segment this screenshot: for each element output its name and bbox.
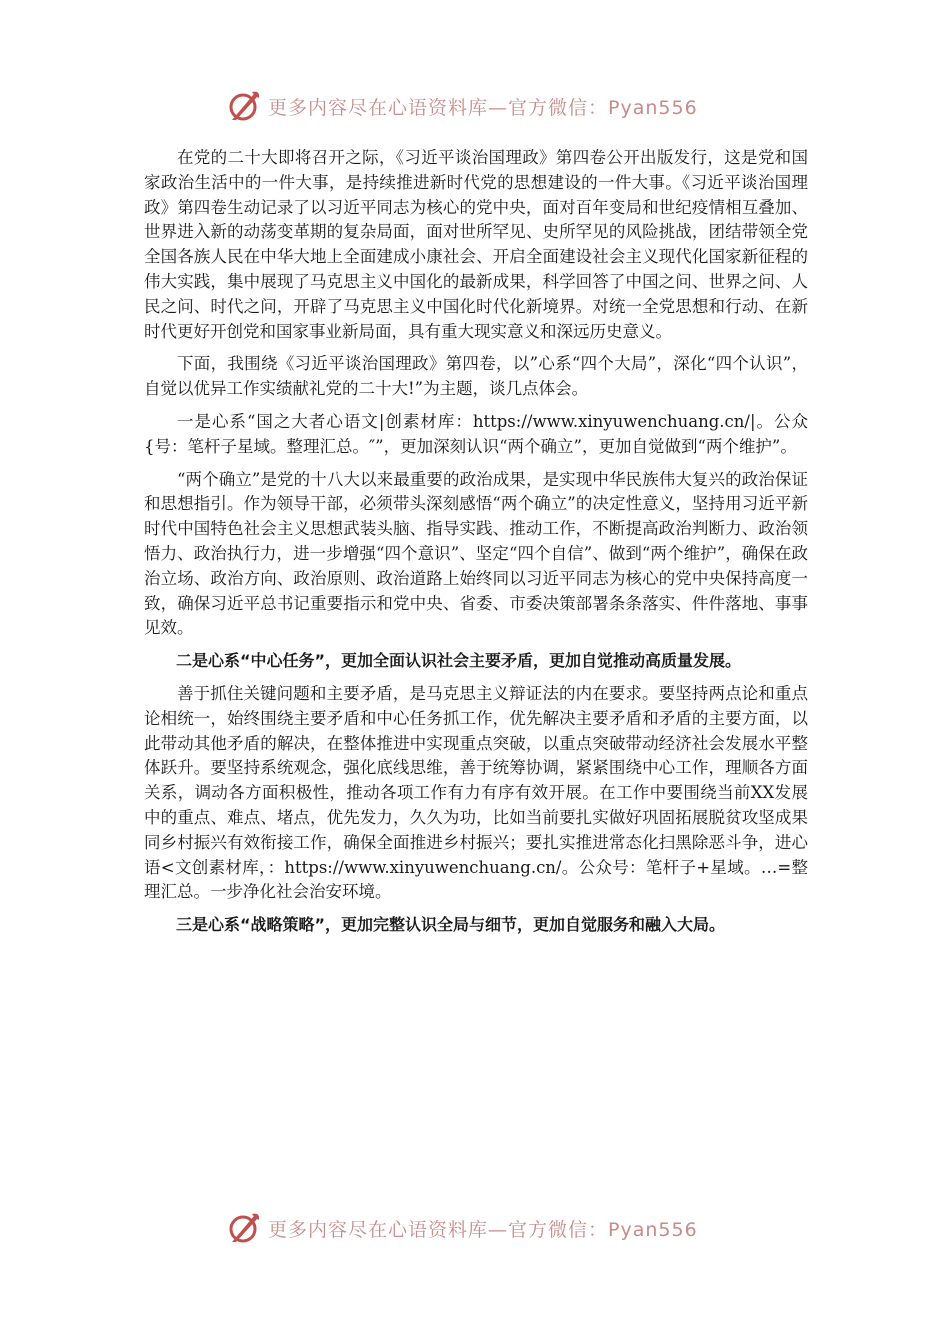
- quill-logo-icon: [226, 1210, 262, 1246]
- banner-text: 更多内容尽在心语资料库—官方微信：: [268, 96, 609, 119]
- banner-wechat-id: Pyan556: [608, 1218, 698, 1241]
- document-body: [144, 146, 808, 946]
- header-banner: [226, 86, 726, 126]
- paragraph-point-one-heading: 一是心系“国之大者心语文|创素材库：https://www.xinyuwenchuang.cn/|。公众{号：笔杆子星域。整理汇总。″”，更加深刻认识“两个确立”，更加自觉做到“两个维护”。: [144, 411, 808, 456]
- paragraph-point-two-heading: 二是心系“中心任务”，更加全面认识社会主要矛盾，更加自觉推动高质量发展。: [176, 651, 742, 671]
- paragraph-point-three-heading: 三是心系“战略策略”，更加完整认识全局与细节，更加自觉服务和融入大局。: [176, 915, 726, 935]
- paragraph-point-one-body: “两个确立”是党的十八大以来最重要的政治成果，是实现中华民族伟大复兴的政治保证和思想指引。作为领导干部，必须带头深刻感悟“两个确立”的决定性意义，坚持用习近平新时代中国特色社会主义思想武装头脑、指导实践、推动工作，不断提高政治判断力、政治领悟力、政治执行力，进一步增强“四个意识”、坚定“四个自信”、做到“两个维护”，确保在政治立场、政治方向、政治原则、政治道路上始终同以习近平同志为核心的党中央保持高度一致，确保习近平总书记重要指示和党中央、省委、市委决策部署条条落实、件件落地、事事见效。: [144, 469, 808, 638]
- paragraph-theme: 下面，我围绕《习近平谈治国理政》第四卷，以”心系“四个大局”，深化“四个认识”，自觉以优异工作实绩献礼党的二十大!”为主题，谈几点体会。: [144, 354, 808, 399]
- banner-text: 更多内容尽在心语资料库—官方微信：: [268, 1218, 609, 1241]
- paragraph-intro: 在党的二十大即将召开之际，《习近平谈治国理政》第四卷公开出版发行，这是党和国家政治生活中的一件大事，是持续推进新时代党的思想建设的一件大事。《习近平谈治国理政》第四卷生动记录了以习近平同志为核心的党中央，面对百年变局和世纪疫情相互叠加、世界进入新的动荡变革期的复杂局面，面对世所罕见、史所罕见的风险挑战，团结带领全党全国各族人民在中华大地上全面建成小康社会、开启全面建设社会主义现代化国家新征程的伟大实践，集中展现了马克思主义中国化的最新成果，科学回答了中国之问、世界之问、人民之问、时代之问，开辟了马克思主义中国化时代化新境界。对统一全党思想和行动、在新时代更好开创党和国家事业新局面，具有重大现实意义和深远历史意义。: [144, 148, 808, 341]
- quill-logo-icon: [226, 88, 262, 124]
- paragraph-point-two-body: 善于抓住关键问题和主要矛盾，是马克思主义辩证法的内在要求。要坚持两点论和重点论相统一，始终围绕主要矛盾和中心任务抓工作，优先解决主要矛盾和矛盾的主要方面，以此带动其他矛盾的解决，在整体推进中实现重点突破，以重点突破带动经济社会发展水平整体跃升。要坚持系统观念，强化底线思维，善于统筹协调，紧紧围绕中心工作，理顺各方面关系，调动各方面积极性，推动各项工作有力有序有效开展。在工作中要围绕当前XX发展中的重点、难点、堵点，优先发力，久久为功，比如当前要扎实做好巩固拓展脱贫攻坚成果同乡村振兴有效衔接工作，确保全面推进乡村振兴；要扎实推进常态化扫黑除恶斗争，进心语<文创素材库，：https://www.xinyuwenchuang.cn/。公众号：笔杆子+星域。…=整理汇总。一步净化社会治安环境。: [144, 683, 808, 902]
- banner-wechat-id: Pyan556: [608, 96, 698, 119]
- footer-banner: [226, 1208, 726, 1248]
